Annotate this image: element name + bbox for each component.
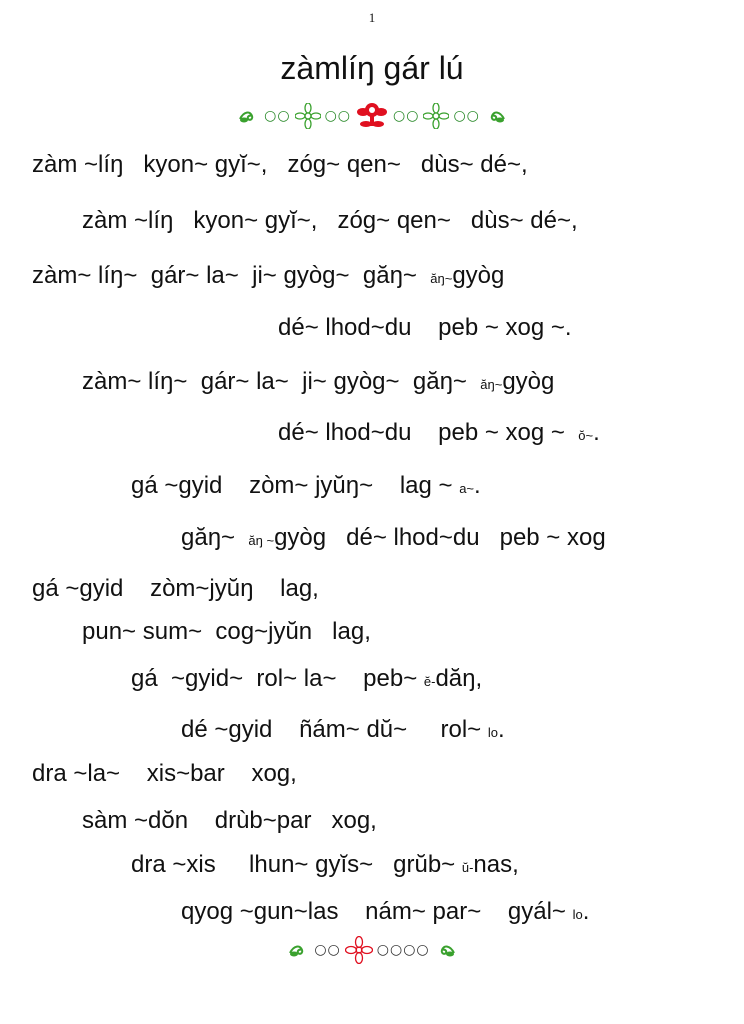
verse-line: sàm ~dŏn drùb~par xog, bbox=[82, 807, 377, 834]
verse-line: dé~ lhod~du peb ~ xog ~ ŏ~. bbox=[278, 419, 600, 446]
page-number: 1 bbox=[368, 10, 376, 25]
verse-line: gá ~gyid~ rol~ la~ peb~ ĕ-dăŋ, bbox=[131, 665, 483, 692]
verse-line: zàm ~líŋ kyon~ gyĭ~, zóg~ qen~ dùs~ dé~, bbox=[32, 151, 528, 178]
leaf-scroll-icon bbox=[434, 943, 456, 957]
ring-chain: ○○ bbox=[453, 108, 480, 124]
green-flower-icon bbox=[423, 103, 449, 129]
leaf-scroll-icon bbox=[484, 109, 506, 123]
top-ornament bbox=[0, 100, 744, 132]
verse-line: dra ~xis lhun~ gyĭs~ grŭb~ ŭ-nas, bbox=[131, 851, 519, 878]
ring-chain: ○○ bbox=[393, 108, 420, 124]
ring-chain: ○○ bbox=[264, 108, 291, 124]
red-outline-flower-icon bbox=[345, 936, 373, 964]
verse-line: zàm~ líŋ~ gár~ la~ ji~ gyòg~ găŋ~ ăŋ~gyòg bbox=[32, 262, 505, 289]
verse-line: zàm~ líŋ~ gár~ la~ ji~ gyòg~ găŋ~ ăŋ~gyòg bbox=[82, 368, 555, 395]
verse-line: găŋ~ ăŋ ~gyòg dé~ lhod~du peb ~ xog bbox=[181, 524, 606, 551]
verse-line: gá ~gyid zòm~ jyŭŋ~ lag ~ a~. bbox=[131, 472, 481, 499]
verse-line: gá ~gyid zòm~jyŭŋ lag, bbox=[32, 575, 319, 602]
red-flower-icon bbox=[355, 100, 389, 132]
verse-line: zàm ~líŋ kyon~ gyĭ~, zóg~ qen~ dùs~ dé~, bbox=[82, 207, 578, 234]
verse-line: dé ~gyid ñám~ dŭ~ rol~ lo. bbox=[181, 716, 505, 743]
verse-line: qyog ~gun~las nám~ par~ gyál~ lo. bbox=[181, 898, 590, 925]
green-flower-icon bbox=[295, 103, 321, 129]
ring-chain: ○○ bbox=[324, 108, 351, 124]
leaf-scroll-icon bbox=[288, 943, 310, 957]
verse-line: dra ~la~ xis~bar xog, bbox=[32, 760, 297, 787]
ring-chain: ○○○○ bbox=[376, 942, 430, 958]
verse-line: dé~ lhod~du peb ~ xog ~. bbox=[278, 314, 572, 341]
bottom-ornament bbox=[0, 936, 744, 964]
leaf-scroll-icon bbox=[238, 109, 260, 123]
verse-line: pun~ sum~ cog~jyŭn lag, bbox=[82, 618, 371, 645]
page-title: zàmlíŋ gár lú bbox=[280, 50, 464, 86]
ring-chain: ○○ bbox=[314, 942, 341, 958]
